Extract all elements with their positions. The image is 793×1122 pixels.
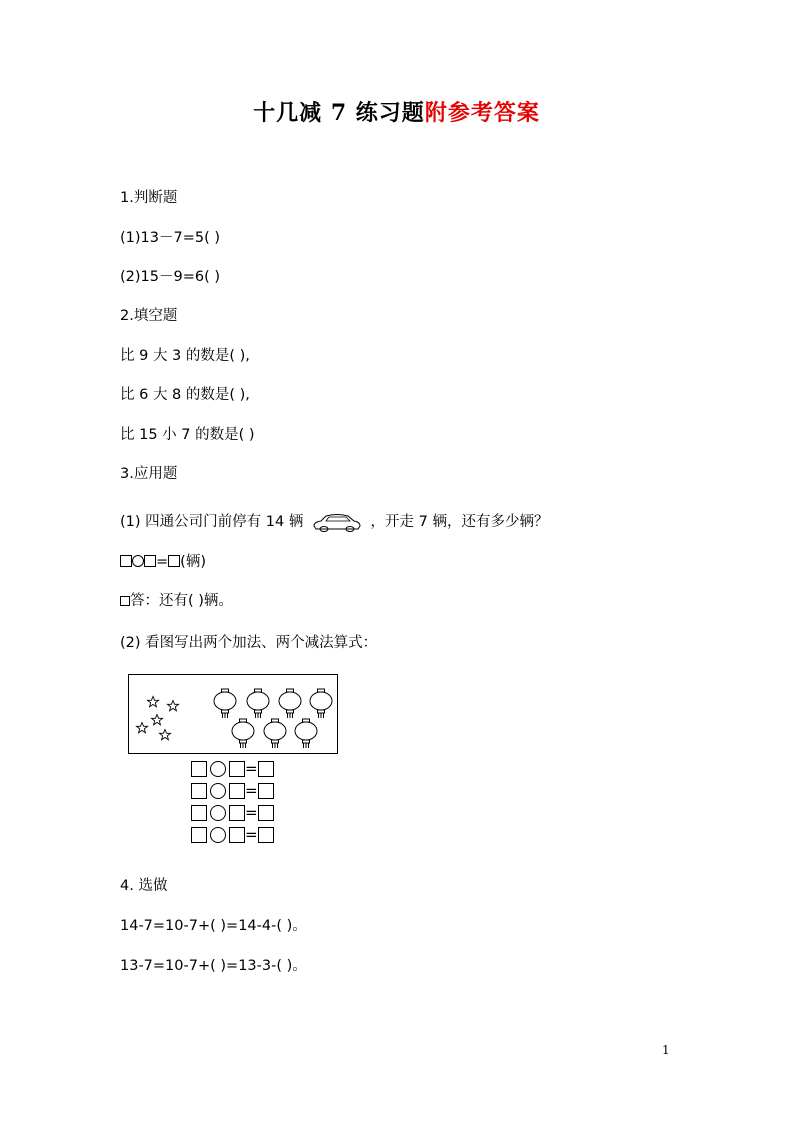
operator-circle[interactable]	[210, 761, 226, 777]
lantern-icon	[295, 719, 317, 748]
blank-square[interactable]	[258, 805, 274, 821]
page-title	[0, 96, 793, 127]
section3-heading: 3.应用题	[120, 466, 178, 482]
lantern-icon	[247, 689, 269, 718]
blank-square[interactable]	[191, 827, 207, 843]
operator-circle[interactable]	[210, 827, 226, 843]
stars-group	[137, 697, 179, 740]
car-icon	[312, 511, 362, 533]
blank-square[interactable]	[229, 805, 245, 821]
lantern-icon	[232, 719, 254, 748]
section2-item-1: 比 9 大 3 的数是( ),	[120, 348, 250, 364]
equation-row	[191, 781, 274, 799]
blank-square[interactable]	[191, 805, 207, 821]
blank-square[interactable]	[229, 761, 245, 777]
star-icon	[148, 697, 159, 707]
section1-item-1: (1)13－7=5( )	[120, 230, 221, 246]
blank-square[interactable]	[229, 783, 245, 799]
equation-row	[191, 803, 274, 821]
question-1	[120, 510, 549, 533]
equals-sign: =	[245, 825, 258, 844]
lantern-icon	[279, 689, 301, 718]
lantern-icon	[214, 689, 236, 718]
equals-sign: =	[156, 554, 169, 570]
blank-square[interactable]	[191, 761, 207, 777]
section2-heading: 2.填空题	[120, 308, 178, 324]
section2-item-2: 比 6 大 8 的数是( ),	[120, 387, 250, 403]
equals-sign: =	[245, 781, 258, 800]
operator-circle[interactable]	[210, 783, 226, 799]
lantern-icon	[264, 719, 286, 748]
blank-square	[120, 555, 132, 567]
answer-text: 答：还有( )辆。	[130, 593, 233, 609]
section4-heading: 4. 选做	[120, 878, 168, 894]
star-icon	[168, 701, 179, 711]
equation-unit: (辆)	[180, 554, 206, 570]
star-icon	[137, 723, 148, 733]
blank-square[interactable]	[229, 827, 245, 843]
blank-square	[144, 555, 156, 567]
blank-square	[168, 555, 180, 567]
section1-item-2: (2)15－9=6( )	[120, 269, 221, 285]
picture-scene	[129, 675, 337, 753]
blank-square[interactable]	[191, 783, 207, 799]
section4-item-2: 13-7=10-7+( )=13-3-( )。	[120, 958, 307, 974]
operator-circle[interactable]	[210, 805, 226, 821]
star-icon	[152, 715, 163, 725]
question-2: (2) 看图写出两个加法、两个减法算式：	[120, 635, 378, 651]
section2-item-3: 比 15 小 7 的数是( )	[120, 427, 255, 443]
question-1-after: ，开走 7 辆，还有多少辆？	[370, 514, 549, 530]
title-main: 十几减 7 练习题	[253, 100, 425, 126]
title-highlight: 附参考答案	[424, 100, 540, 126]
lanterns-group	[214, 689, 332, 748]
answer-marker	[120, 596, 130, 606]
equals-sign: =	[245, 759, 258, 778]
blank-square[interactable]	[258, 761, 274, 777]
page-number: 1	[662, 1043, 670, 1057]
section4-item-1: 14-7=10-7+( )=14-4-( )。	[120, 918, 307, 934]
section1-heading: 1.判断题	[120, 190, 178, 206]
blank-square[interactable]	[258, 783, 274, 799]
equation-row	[191, 825, 274, 843]
question-1-before: (1) 四通公司门前停有 14 辆	[120, 514, 304, 530]
lantern-icon	[310, 689, 332, 718]
star-icon	[160, 730, 171, 740]
question-1-answer	[120, 589, 233, 610]
blank-square[interactable]	[258, 827, 274, 843]
question-1-equation	[120, 550, 206, 571]
equals-sign: =	[245, 803, 258, 822]
equation-row	[191, 759, 274, 777]
operator-circle	[132, 555, 144, 567]
picture-box	[128, 674, 338, 754]
